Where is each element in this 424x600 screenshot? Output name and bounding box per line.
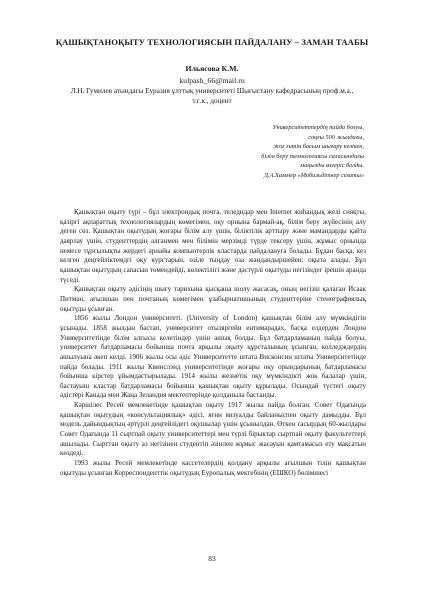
epigraph-line: жоғ ғитін басым шығару келікен, — [273, 143, 364, 150]
affiliation-line: т.ғ.к., доцент — [192, 96, 232, 105]
affiliation-line: Л.Н. Гумилев атындағы Еуразия ұлттық университеті Шығыстану кафедрасының проф.м.а., — [70, 87, 354, 95]
paragraph: Кәршілес Ресей мемлекетінде қашықтан оқыту 1917 жылы пайда болған. Совет Одағында қашықтан оқытудың «консультациялық» әдісі, яғни визуалды байланыспен оқыту дамыдды. Бұл модель дайындықтың әртүрлі деңгейлідегі оқушылар үшін ұсынылдан. Өткен ғасырдың 60-жылдары Совет Одағында 11 сыртпай оқыту университеттері мен түрлі бірыктар сыртпай оқыту факультеттері ашылады. Сырттан оқыту аз негізінен студентіп әзінлен жұмыс жасауын қамтамасыз ету мақсатын көздеді. — [60, 401, 366, 458]
paragraph: 1993 жылы Ресей мемлекетінде кассетелердің қолдану арқылы ағылшын тілін қашықтан оқытуды ұсынған Корреспонденттік оқытудың Еуропалық мектебінің (ЕШКО) бөлімшесі — [60, 459, 366, 477]
epigraph — [200, 123, 364, 180]
epigraph-source: Д.А.Хаммер «Мобильдітнер сезаты» — [264, 171, 364, 179]
paragraph: 1856 жылы Лондон университеті. (University of London) қашықтан білім алу мүмкіндігін ұсынады. 1858 жылдан бастап, университет отызяргейи ентимарадах, басқа елдерден Лондон Университетінде білім алғысы келетіндер үшін ашық болды. Бұл батдарламаның пайда болуы, университет батдарламасы бойынша почта арқылы оқыту құрсталының ұсынған, колледждердің ашылуына әкеп келді. 1906 жылы осы әдіс Университетте штата Висконсин штаты Университетінде пайда болады. 1911 жылы Квинслэнд университетінде жоғары оқу орындарының батдарламасы бойынша кірстер ұйымдастырылады. 1914 жылы жезнетік оқу мүмкіндікті жок балалар үшін, бастауыш кластар батдарламасы бойынша қашықтан оқыту құрылады. Осындай түстегі оқыту әдістері Канада мен Жаңа Зеландия мектептерінде қолданыла бастаиды. — [60, 314, 366, 400]
epigraph-line: Университеттердің пайда болуы, — [272, 124, 364, 131]
author-email: kulpash_66@mail.ru — [179, 76, 245, 85]
epigraph-line: соңғы 500 жылдағы, — [308, 133, 364, 141]
paper-title: ҚАШЫҚТАНОҚЫТУ ТЕХНОЛОГИЯСЫН ПАЙДАЛАНУ – ЗАМАН ТААБЫ — [55, 37, 369, 47]
epigraph-line: маңызды өзгеріс болды. — [300, 162, 364, 169]
page-number: 83 — [208, 554, 216, 563]
paragraph: Қашықтан оқыту түрі – бұл электрондық почта, теледидар мен Internet жиһандық желі сияқты, қазіргі ақпараттық технологиялардың көмегімен, оқу орнына бармай-ақ, білім беру жүйесінің алу деген сөз. Қашықтан оқытудың жоғары білім алу үшін, біліктілік арттыру және мамандарды қайта даярлау үшін, студенттердің алғанмен мен білімін мерзімді түрде тексеру үшін, жұмыс орнында немесе тұрғылықты жердегі арнайы компьютерлік кластарда пайдалануға болады. Бұдан басқа, кез келген деңгейліктемдгі оқу курстарын, өзіле тыңдау оза жандандыршейен: оқыта алады. Бұл қашықтан оқытудың сапасын төмендейді, көлектілігі және дәстүрлі оқытуды негізіндег ірешін аранда түседі. — [60, 208, 366, 284]
epigraph-line: білім беру технологиясы саласындағы — [261, 152, 364, 160]
author-name: Ильясова К.М. — [185, 64, 239, 73]
author-affiliation — [60, 87, 364, 107]
paragraph: Қашықтан оқыту әдісіңің шығу тарихына қысқаша шолу жасасақ, оның негізін қалаған Исаак Питман, ағылшын пен почтаның көмегімен ұзабырнатишының студенттеріне стенографиялық оқытуды ұсынған. — [60, 285, 366, 313]
body-text — [60, 208, 366, 478]
